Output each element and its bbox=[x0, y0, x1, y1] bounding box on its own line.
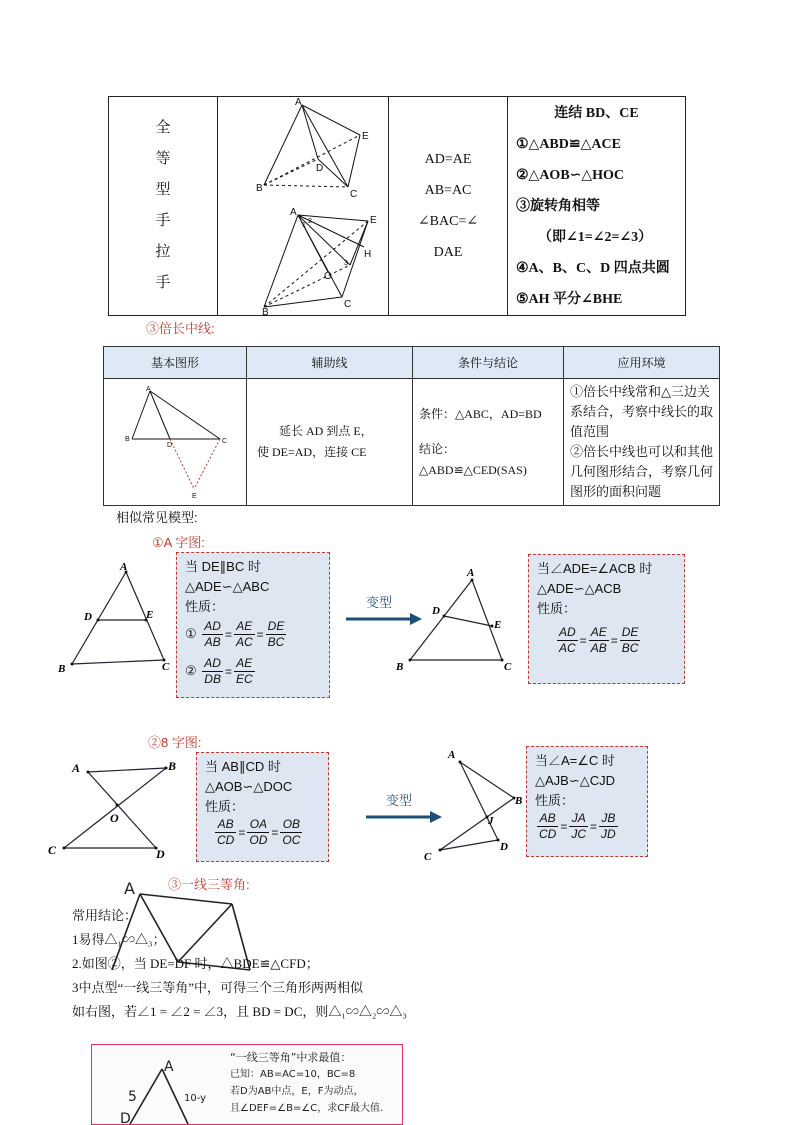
sketch-label-a: A bbox=[124, 880, 135, 898]
header-cell: 辅助线 bbox=[247, 347, 413, 379]
fraction bbox=[266, 619, 287, 650]
a-shape-title: ①A 字图: bbox=[152, 535, 205, 550]
label-a: A bbox=[120, 561, 128, 573]
label-a: A bbox=[448, 749, 456, 761]
model-name-char: 拉 bbox=[155, 244, 171, 260]
fraction bbox=[202, 619, 223, 650]
note-label-d: D bbox=[120, 1111, 131, 1124]
denominator: JC bbox=[571, 827, 587, 841]
numerator: JA bbox=[569, 811, 588, 827]
label-c2: C bbox=[344, 299, 352, 310]
median-figure-cell bbox=[104, 379, 247, 506]
property-label: 性质： bbox=[537, 601, 577, 616]
denominator: OC bbox=[282, 833, 301, 847]
aux-line-text: 使 DE=AD，连接 CE bbox=[257, 445, 367, 459]
condition-text: 当∠ADE=∠ACB 时 bbox=[537, 561, 653, 576]
label-d: D bbox=[500, 841, 508, 853]
denominator: AB bbox=[590, 641, 607, 655]
label-c: C bbox=[48, 843, 57, 857]
handwritten-note bbox=[91, 1044, 403, 1125]
numerator: OA bbox=[247, 817, 269, 833]
similarity-text: △AOB∽△DOC bbox=[205, 779, 293, 794]
conclusion: ③旋转角相等 bbox=[516, 198, 600, 214]
aux-line-cell bbox=[247, 379, 413, 506]
denominator: DB bbox=[204, 672, 221, 686]
eight-shape-variant-figure bbox=[418, 746, 530, 864]
condition-text: 当 DE∥BC 时 bbox=[185, 559, 261, 574]
note-line: 1易得△₁∽△₃； bbox=[72, 932, 166, 947]
angle-2-label: 2 bbox=[308, 218, 312, 225]
label-b2: B bbox=[262, 307, 269, 315]
proportion-row: $\frac{AD}{AC}$ = $\frac{AE}{AB}$ = $\frac{DE}{BC}$ bbox=[559, 625, 639, 655]
label-c: C bbox=[504, 661, 512, 673]
fraction bbox=[589, 625, 609, 656]
numerator: AB bbox=[537, 811, 558, 827]
label-a: A bbox=[72, 761, 81, 775]
label-a: A bbox=[295, 97, 302, 108]
angle-1-label: 1 bbox=[302, 222, 306, 229]
denominator: CD bbox=[217, 833, 235, 847]
numerator: DE bbox=[621, 625, 639, 639]
fraction bbox=[620, 625, 641, 656]
model-name-char: 型 bbox=[155, 182, 171, 198]
three-angles-notes bbox=[72, 904, 407, 1024]
model-name-char: 等 bbox=[155, 151, 171, 167]
numerator: AE bbox=[234, 656, 255, 672]
property-label: 性质： bbox=[205, 799, 245, 814]
a-shape-variant-figure bbox=[392, 566, 522, 676]
fraction bbox=[215, 817, 236, 848]
label-b: B bbox=[256, 183, 263, 194]
label-c: C bbox=[222, 438, 228, 445]
note-line: 若D为AB中点，E，F为动点， bbox=[230, 1086, 364, 1097]
condition-text: 条件：△ABC，AD=BD bbox=[419, 406, 542, 421]
condition-text: 当 AB∥CD 时 bbox=[205, 759, 281, 774]
denominator: BC bbox=[621, 641, 639, 655]
fraction bbox=[537, 811, 558, 842]
model-name-char: 全 bbox=[155, 120, 171, 136]
label-b: B bbox=[168, 759, 177, 773]
condition: DAE bbox=[433, 245, 463, 260]
label-b: B bbox=[125, 436, 130, 443]
note-line: 2.如图②，当 DE=DF 时，△BDE≌△CFD； bbox=[72, 956, 319, 971]
condition: AD=AE bbox=[424, 152, 472, 167]
fraction bbox=[569, 811, 588, 842]
a-shape-box bbox=[176, 552, 330, 698]
eight-shape-title: ②8 字图: bbox=[148, 735, 202, 750]
median-table bbox=[103, 346, 720, 506]
note-line: 3中点型“一线三等角”中，可得三个三角形两两相似 bbox=[72, 980, 364, 995]
label-e: E bbox=[494, 619, 502, 631]
note-line: 已知：AB=AC=10，BC=8 bbox=[230, 1069, 356, 1080]
transform-label: 变型 bbox=[366, 595, 393, 610]
conclusion: （即∠1=∠2=∠3） bbox=[538, 229, 653, 245]
a-shape-figure bbox=[54, 560, 184, 680]
similarity-text: △ADE∽△ABC bbox=[185, 579, 270, 594]
label-o: O bbox=[324, 271, 332, 282]
label-e: E bbox=[362, 131, 369, 142]
fraction bbox=[280, 817, 302, 848]
numerator: JB bbox=[599, 811, 618, 827]
three-angles-title: ③一线三等角: bbox=[168, 877, 250, 892]
application-text: ②倍长中线也可以和其他几何图形结合，考察几何图形的面积问题 bbox=[570, 444, 714, 499]
conclusion: ①△ABD≌△ACE bbox=[516, 136, 621, 152]
hand-in-hand-figure-cell bbox=[218, 97, 389, 316]
conclusion-text: △ABD≌△CED(SAS) bbox=[419, 462, 527, 477]
conclusion: ④A、B、C、D 四点共圆 bbox=[516, 260, 670, 276]
item-number: ② bbox=[185, 662, 197, 678]
fraction bbox=[599, 811, 618, 842]
angle-3-label: 3 bbox=[344, 260, 348, 267]
application-cell bbox=[564, 379, 720, 506]
proportion-row-2: ② $\frac{AD}{DB}$ = $\frac{AE}{EC}$ bbox=[185, 656, 253, 686]
label-b: B bbox=[58, 663, 66, 675]
median-figure bbox=[104, 379, 244, 505]
numerator: AD bbox=[204, 656, 221, 670]
numerator: AD bbox=[559, 625, 576, 639]
hand-in-hand-table bbox=[108, 96, 686, 316]
aux-line-text: 延长 AD 到点 E， bbox=[279, 424, 373, 438]
label-e2: E bbox=[370, 215, 377, 226]
label-o: O bbox=[110, 811, 119, 825]
denominator: CD bbox=[539, 827, 557, 841]
condition: AB=AC bbox=[424, 183, 472, 198]
label-d: D bbox=[432, 605, 440, 617]
label-e: E bbox=[192, 493, 197, 500]
model-name-char: 手 bbox=[155, 275, 171, 291]
header-cell: 应用环境 bbox=[564, 347, 720, 379]
eight-shape-box bbox=[196, 752, 329, 862]
label-d: D bbox=[167, 442, 173, 449]
conclusion-label: 结论： bbox=[419, 441, 456, 456]
numerator: AE bbox=[590, 625, 607, 639]
label-a: A bbox=[467, 567, 475, 579]
note-title: “一线三等角”中求最值： bbox=[230, 1051, 352, 1064]
similar-models-title: 相似常见模型: bbox=[116, 510, 198, 525]
label-a: A bbox=[146, 386, 151, 393]
proportion-row-1: ① $\frac{AD}{AB}$ = $\frac{AE}{AC}$ = $\frac{DE}{BC}$ bbox=[185, 619, 285, 649]
proportion-row: $\frac{AB}{CD}$ = $\frac{JA}{JC}$ = $\frac{JB}{JD}$ bbox=[539, 811, 616, 841]
note-label-10y: 10-y bbox=[184, 1093, 207, 1104]
condition-text: 当∠A=∠C 时 bbox=[535, 753, 615, 768]
transform-label: 变型 bbox=[386, 793, 413, 808]
label-c: C bbox=[424, 851, 432, 863]
eight-shape-figure bbox=[46, 756, 182, 860]
label-c: C bbox=[350, 189, 358, 200]
denominator: OD bbox=[249, 833, 268, 847]
note-label-a: A bbox=[164, 1059, 174, 1075]
label-c: C bbox=[162, 661, 170, 673]
numerator: AE bbox=[234, 619, 255, 635]
numerator: AB bbox=[215, 817, 236, 833]
label-b: B bbox=[396, 661, 404, 673]
label-b: B bbox=[515, 795, 523, 807]
header-cell: 条件与结论 bbox=[413, 347, 564, 379]
label-h: H bbox=[364, 249, 372, 260]
numerator: DE bbox=[267, 619, 285, 633]
conclusion: ⑤AH 平分∠BHE bbox=[516, 291, 623, 307]
item-number: ① bbox=[185, 625, 197, 641]
fraction bbox=[202, 656, 223, 687]
conclusions-cell bbox=[508, 97, 686, 316]
denominator: AC bbox=[235, 635, 253, 649]
numerator: AD bbox=[204, 619, 221, 633]
note-line: 常用结论： bbox=[72, 908, 138, 923]
note-line: 如右图，若∠1 = ∠2 = ∠3，且 BD = DC，则△₁∽△₂∽△₃ bbox=[72, 1004, 407, 1019]
denominator: JD bbox=[601, 827, 616, 841]
note-label-5: 5 bbox=[128, 1089, 137, 1105]
eight-shape-variant-box bbox=[526, 746, 648, 857]
condition: ∠BAC=∠ bbox=[417, 214, 479, 229]
numerator: OB bbox=[280, 817, 302, 833]
conclusion: 连结 BD、CE bbox=[554, 105, 639, 121]
similarity-text: △ADE∽△ACB bbox=[537, 581, 622, 596]
denominator: EC bbox=[235, 672, 253, 686]
application-text: ①倍长中线常和△三边关系结合，考察中线长的取值范围 bbox=[570, 384, 714, 439]
property-label: 性质： bbox=[185, 599, 225, 614]
note-text bbox=[230, 1049, 383, 1117]
note-line: 且∠DEF=∠B=∠C，求CF最大值. bbox=[230, 1103, 384, 1114]
fraction bbox=[234, 656, 255, 687]
section-title-median: ③倍长中线: bbox=[146, 321, 215, 336]
proportion-row: $\frac{AB}{CD}$ = $\frac{OA}{OD}$ = $\frac{OB}{OC}$ bbox=[217, 817, 301, 847]
label-d: D bbox=[316, 163, 324, 174]
fraction bbox=[234, 619, 255, 650]
denominator: AC bbox=[559, 641, 576, 655]
label-a2: A bbox=[290, 207, 297, 218]
header-cell: 基本图形 bbox=[104, 347, 247, 379]
hand-in-hand-figure bbox=[218, 97, 388, 315]
label-j: J bbox=[488, 815, 494, 827]
conditions-cell bbox=[389, 97, 508, 316]
denominator: BC bbox=[267, 635, 285, 649]
label-d: D bbox=[156, 847, 165, 860]
model-name-char: 手 bbox=[155, 213, 171, 229]
fraction bbox=[247, 817, 269, 848]
similarity-text: △AJB∽△CJD bbox=[535, 773, 616, 788]
condition-conclusion-cell bbox=[413, 379, 564, 506]
conclusion: ②△AOB∽△HOC bbox=[516, 167, 625, 183]
a-shape-variant-box bbox=[528, 554, 685, 684]
label-d: D bbox=[84, 611, 92, 623]
fraction bbox=[557, 625, 578, 656]
denominator: AB bbox=[204, 635, 221, 649]
model-name-cell bbox=[109, 97, 218, 316]
label-e: E bbox=[146, 609, 154, 621]
property-label: 性质： bbox=[535, 793, 575, 808]
